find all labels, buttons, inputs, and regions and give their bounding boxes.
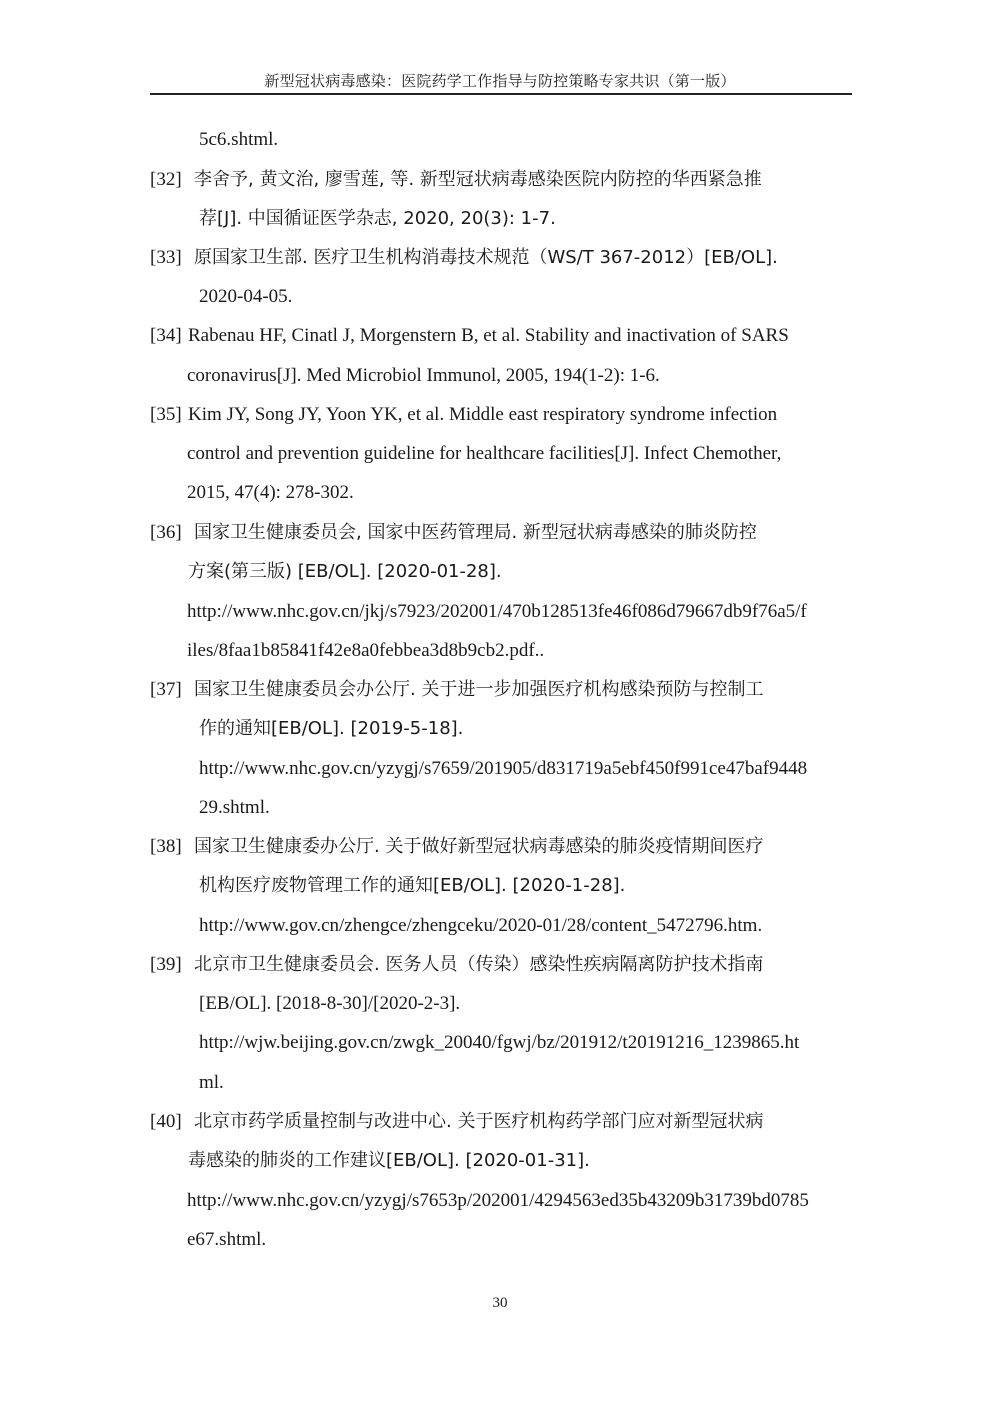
reference-line: http://wjw.beijing.gov.cn/zwgk_20040/fgwj/bz/201912/t20191216_1239865.ht (199, 1032, 800, 1053)
reference-line: ml. (199, 1072, 224, 1093)
reference-line: http://www.nhc.gov.cn/jkj/s7923/202001/470b128513fe46f086d79667db9f76a5/f (187, 601, 807, 622)
reference-line: 机构医疗废物管理工作的通知[EB/OL]. [2020-1-28]. (199, 875, 626, 896)
reference-line: http://www.nhc.gov.cn/yzygj/s7659/201905/d831719a5ebf450f991ce47baf9448 (199, 758, 808, 779)
reference-number: [36] (150, 522, 182, 543)
reference-line: http://www.gov.cn/zhengce/zhengceku/2020-01/28/content_5472796.htm. (199, 915, 763, 936)
reference-line: 作的通知[EB/OL]. [2019-5-18]. (199, 718, 464, 739)
reference-number: [35] (150, 404, 182, 425)
reference-number: [38] (150, 836, 182, 857)
reference-line: 29.shtml. (199, 797, 270, 818)
reference-line: http://www.nhc.gov.cn/yzygj/s7653p/202001/4294563ed35b43209b31739bd0785 (187, 1190, 809, 1211)
reference-number: [37] (150, 679, 182, 700)
reference-line: [EB/OL]. [2018-8-30]/[2020-2-3]. (199, 993, 461, 1014)
reference-line: 5c6.shtml. (199, 129, 279, 150)
reference-line: 北京市卫生健康委员会. 医务人员（传染）感染性疾病隔离防护技术指南 (194, 954, 764, 975)
reference-line: e67.shtml. (187, 1229, 267, 1250)
reference-line: 2020-04-05. (199, 286, 293, 307)
reference-line: coronavirus[J]. Med Microbiol Immunol, 2005, 194(1-2): 1-6. (187, 365, 660, 386)
reference-line: 荐[J]. 中国循证医学杂志, 2020, 20(3): 1-7. (199, 208, 556, 229)
reference-line: 2015, 47(4): 278-302. (187, 482, 354, 503)
reference-line: 北京市药学质量控制与改进中心. 关于医疗机构药学部门应对新型冠状病 (194, 1111, 764, 1132)
running-header: 新型冠状病毒感染：医院药学工作指导与防控策略专家共识（第一版） (264, 72, 736, 90)
reference-line: iles/8faa1b85841f42e8a0febbea3d8b9cb2.pdf.. (187, 640, 545, 661)
reference-number: [32] (150, 169, 182, 190)
reference-number: [40] (150, 1111, 182, 1132)
header-rule (150, 93, 852, 95)
reference-line: 国家卫生健康委办公厅. 关于做好新型冠状病毒感染的肺炎疫情期间医疗 (194, 836, 764, 857)
reference-line: 国家卫生健康委员会办公厅. 关于进一步加强医疗机构感染预防与控制工 (194, 679, 764, 700)
reference-line: 李舍予, 黄文治, 廖雪莲, 等. 新型冠状病毒感染医院内防控的华西紧急推 (194, 169, 762, 190)
reference-number: [34] (150, 325, 182, 346)
reference-line: 方案(第三版) [EB/OL]. [2020-01-28]. (188, 561, 502, 582)
reference-line: 国家卫生健康委员会, 国家中医药管理局. 新型冠状病毒感染的肺炎防控 (194, 522, 757, 543)
reference-line: 毒感染的肺炎的工作建议[EB/OL]. [2020-01-31]. (188, 1150, 590, 1171)
reference-line: Kim JY, Song JY, Yoon YK, et al. Middle east respiratory syndrome infection (188, 404, 778, 425)
reference-line: Rabenau HF, Cinatl J, Morgenstern B, et al. Stability and inactivation of SARS (188, 325, 789, 346)
reference-line: 原国家卫生部. 医疗卫生机构消毒技术规范（WS/T 367-2012）[EB/OL]. (194, 247, 778, 268)
page-number: 30 (492, 1295, 508, 1311)
reference-number: [33] (150, 247, 182, 268)
reference-line: control and prevention guideline for healthcare facilities[J]. Infect Chemother, (187, 443, 782, 464)
reference-number: [39] (150, 954, 182, 975)
